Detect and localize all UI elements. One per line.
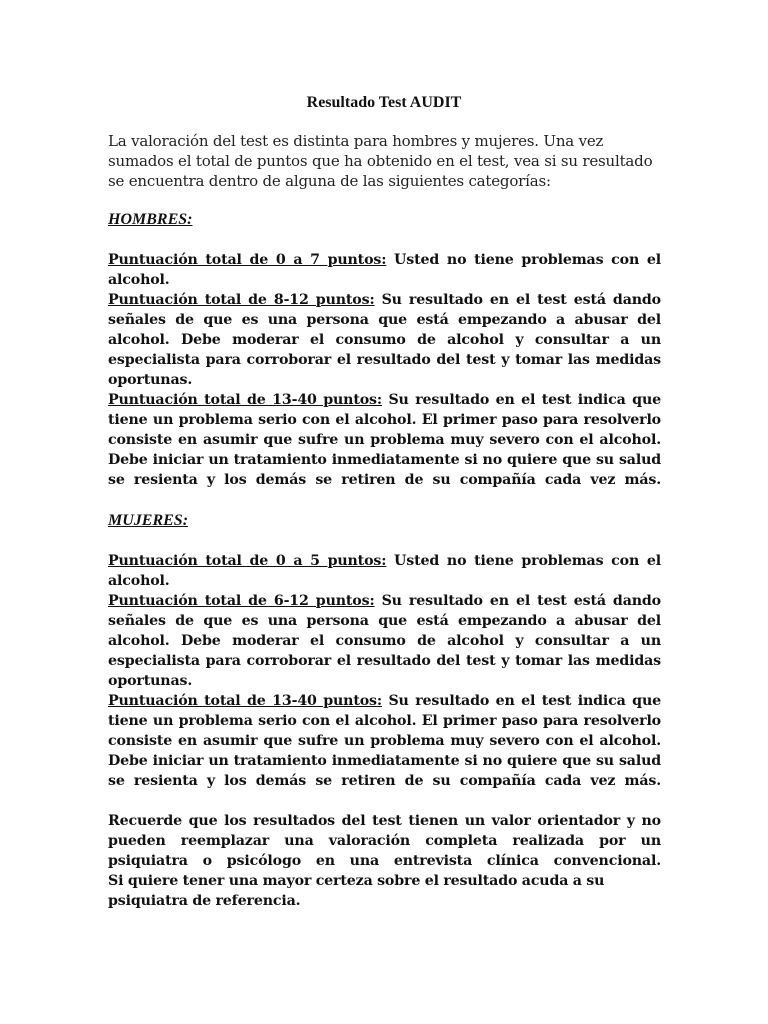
closing-recommendation: Si quiere tener una mayor certeza sobre el resultado acuda a su psiquiatra de referencia. xyxy=(108,873,605,909)
section-heading-mujeres: MUJERES: xyxy=(108,512,189,529)
section-heading-hombres: HOMBRES: xyxy=(108,211,193,228)
score-description: Su resultado en el test está dando señales de que es una persona que está empezando a abusar del alcohol. Debe moderar el consumo de alcohol y consultar a un especialista para corroborar el resultado del test y tomar las medidas oportunas. xyxy=(108,593,661,689)
score-range-label: Puntuación total de 0 a 5 puntos: xyxy=(108,553,387,569)
closing-disclaimer: Recuerde que los resultados del test tienen un valor orientador y no pueden reemplazar una valoración completa realizada por un psiquiatra o psicólogo en una entrevista clínica convencional. xyxy=(108,813,661,869)
score-paragraph-mujeres-medium xyxy=(108,591,661,691)
closing-note xyxy=(108,811,661,911)
score-range-label: Puntuación total de 8-12 puntos: xyxy=(108,292,375,308)
score-description: Usted no tiene problemas con el alcohol. xyxy=(108,553,661,589)
score-description: Su resultado en el test indica que tiene un problema serio con el alcohol. El primer paso para resolverlo consiste en asumir que sufre un problema muy severo con el alcohol. Debe iniciar un tratamiento inmediatamente si no quiere que su salud se resienta y los demás se retiren de su compañía cada vez más. xyxy=(108,392,661,488)
score-range-label: Puntuación total de 13-40 puntos: xyxy=(108,392,382,408)
score-paragraph-mujeres-high xyxy=(108,691,661,791)
score-paragraph-hombres-high xyxy=(108,390,661,490)
document-title: Resultado Test AUDIT xyxy=(306,94,462,111)
intro-paragraph: La valoración del test es distinta para hombres y mujeres. Una vez sumados el total de puntos que ha obtenido en el test, vea si su resultado se encuentra dentro de alguna de las siguientes categorías: xyxy=(108,132,653,190)
score-range-label: Puntuación total de 0 a 7 puntos: xyxy=(108,252,387,268)
score-description: Su resultado en el test está dando señales de que es una persona que está empezando a abusar del alcohol. Debe moderar el consumo de alcohol y consultar a un especialista para corroborar el resultado del test y tomar las medidas oportunas. xyxy=(108,292,661,388)
score-paragraph-mujeres-low xyxy=(108,551,661,591)
score-range-label: Puntuación total de 6-12 puntos: xyxy=(108,593,375,609)
score-description: Usted no tiene problemas con el alcohol. xyxy=(108,252,661,288)
score-paragraph-hombres-medium xyxy=(108,290,661,390)
score-paragraph-hombres-low xyxy=(108,250,661,290)
score-range-label: Puntuación total de 13-40 puntos: xyxy=(108,693,382,709)
score-description: Su resultado en el test indica que tiene un problema serio con el alcohol. El primer paso para resolverlo consiste en asumir que sufre un problema muy severo con el alcohol. Debe iniciar un tratamiento inmediatamente si no quiere que su salud se resienta y los demás se retiren de su compañía cada vez más. xyxy=(108,693,661,789)
